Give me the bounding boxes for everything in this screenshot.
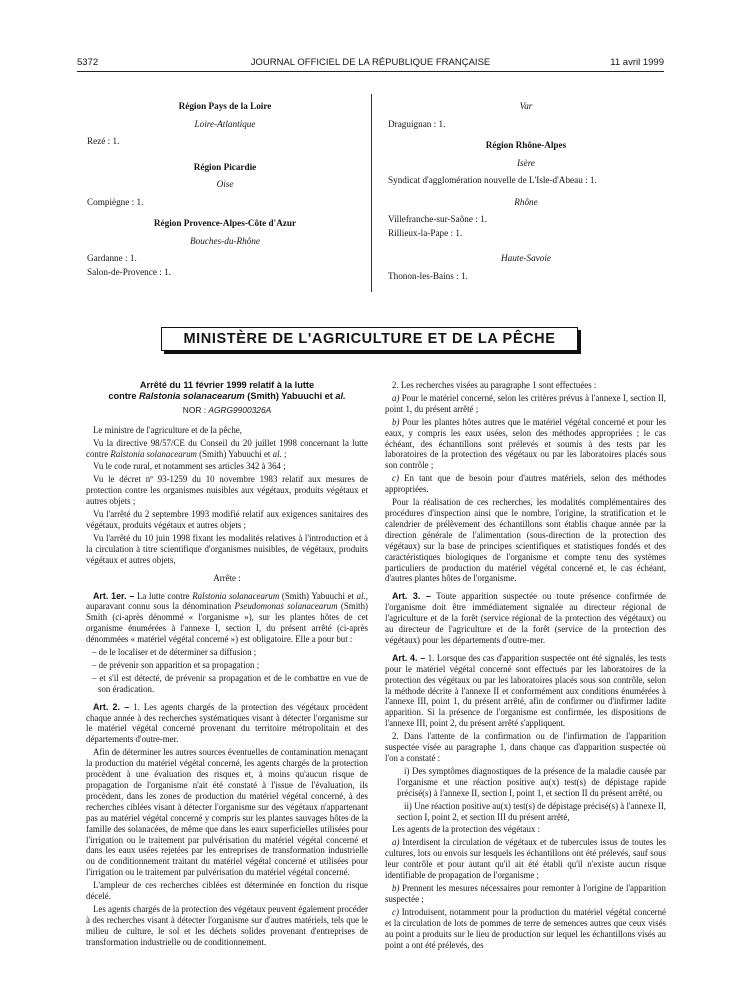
list-item: c) Introduisent, notamment pour la production du matériel végétal concerné et la circulation de lots de pommes de terre de semences autres que ceux visés au point a produits sur le lieu de production sur lequel les échantillons visés au point a ont été prélevés, des xyxy=(385,906,666,950)
title-al: al. xyxy=(335,390,346,401)
paragraph: Pour la réalisation de ces recherches, les modalités complémentaires des procédures d'inspection ainsi que le nombre, l'origine, la stratification et le calendrier de prélèvement des échantillons sont établis chaque année par la direction générale de l'alimentation (sous-direction de la protection des végétaux) sur la base de principes scientifiques et statistiques fondés et des caractéristiques biologiques de l'organisme et compte tenu des systèmes particuliers de production du matériel végétal concerné et, le cas échéant, d'autres plantes hôtes de l'organisme. xyxy=(385,497,666,584)
department-heading: Loire-Atlantique xyxy=(194,118,256,129)
commune-entry: Gardanne : 1. xyxy=(87,253,137,263)
list-item: b) Prennent les mesures nécessaires pour remonter à l'origine de l'apparition suspectée ; xyxy=(385,882,666,904)
journal-title: JOURNAL OFFICIEL DE LA RÉPUBLIQUE FRANÇAISE xyxy=(250,57,491,68)
paragraph: Vu le décret nº 93-1259 du 10 novembre 1983 relatif aux mesures de protection contre les organismes nuisibles aux végétaux, produits végétaux et autres objets ; xyxy=(86,474,368,507)
article-label: Art. 4. – xyxy=(392,652,426,663)
decree-title xyxy=(86,380,368,402)
article-label: Art. 2. – xyxy=(93,701,130,712)
nor-reference xyxy=(86,405,368,416)
paragraph: Vu l'arrêté du 2 septembre 1993 modifié relatif aux exigences sanitaires des végétaux, produits végétaux et autres objets ; xyxy=(86,509,368,530)
article-3: Art. 3. – Toute apparition suspectée ou toute présence confirmée de l'organisme doit être immédiatement signalée au directeur régional de l'agriculture et de la forêt (service régional de la protection des végétaux) ou au directeur de l'agriculture et de la forêt (service de la protection des végétaux) pour les départements d'outre-mer. xyxy=(385,591,667,645)
commune-entry: Rillieux-la-Pape : 1. xyxy=(388,227,463,238)
department-heading: Rhône xyxy=(514,196,538,207)
header-rule xyxy=(77,71,664,72)
region-heading: Région Rhône-Alpes xyxy=(485,140,567,150)
ministry-banner xyxy=(161,327,578,351)
species-name: Ralstonia solanacearum xyxy=(139,390,245,401)
top-right-column xyxy=(388,100,664,283)
list-item: a) Pour le matériel concerné, selon les critères prévus à l'annexe I, section II, point 1, du présent arrêté ; xyxy=(385,392,666,414)
list-item: i) Des symptômes diagnostiques de la présence de la maladie causée par l'organisme et une réaction positive au(x) test(s) de dépistage rapide précisé(s) à l'annexe II, section I, point 1, et section II du présent arrêté, ou xyxy=(397,765,666,798)
article-1: Art. 1er. – La lutte contre Ralstonia solanacearum (Smith) Yabuuchi et al., auparavant connu sous la dénomination Pseudomonas solanacearum (Smith) Smith (ci-après dénommé « l'organisme »), sur les plantes hôtes de cet organisme énumérées à l'annexe I, section I, du présent arrêté (ci-après dénommées « matériel végétal concerné ») est obligatoire. Elle a pour but : xyxy=(86,590,369,645)
commune-entry: Salon-de-Provence : 1. xyxy=(87,266,171,277)
list-item: a) Interdisent la circulation de végétaux et de tubercules issus de toutes les cultures, lots ou envois sur lesquels les échantillons ont été prélevés, sauf sous leur contrôle et pour autant qu'il ait été établi qu'il n'existe aucun risque identifiable de propagation de l'organisme ; xyxy=(385,837,666,881)
region-heading: Région Pays de la Loire xyxy=(178,101,272,111)
decree-left-column xyxy=(86,380,368,950)
region-heading: Région Picardie xyxy=(193,161,257,172)
decree-right-column xyxy=(385,380,666,952)
nor-code: AGRG9900326A xyxy=(208,404,272,415)
paragraph: Afin de déterminer les autres sources éventuelles de contamination menaçant la production du matériel végétal concerné, les agents chargés de la protection procèdent à une évaluation des risques et, à moins qu'aucun risque de propagation de l'organisme n'ait été constaté à l'issue de l'évaluation, ils procèdent, dans les zones de production du matériel végétal concerné, à des recherches ciblées visant à détecter l'organisme sur des végétaux n'appartenant pas au matériel végétal concerné y compris sur les plantes sauvages hôtes de la famille des solanacées, de même que dans les eaux superficielles utilisées pour l'irrigation ou le traitement par pulvérisation du matériel végétal concerné et dans les eaux usées rejetées par les entreprises de transformation industrielle ou de conditionnement traitant du matériel végétal concerné et utilisées pour l'irrigation ou le traitement par pulvérisation du matériel végétal concerné. xyxy=(86,747,368,878)
commune-entry: Thonon-les-Bains : 1. xyxy=(388,270,468,281)
paragraph: L'ampleur de ces recherches ciblées est déterminée en fonction du risque décelé. xyxy=(86,880,368,902)
top-left-column xyxy=(87,100,363,279)
ministry-title: MINISTÈRE DE L'AGRICULTURE ET DE LA PÊCHE xyxy=(183,331,556,347)
department-heading: Bouches-du-Rhône xyxy=(190,235,260,246)
department-heading: Isère xyxy=(516,157,536,168)
paragraph: 2. Les recherches visées au paragraphe 1 sont effectuées : xyxy=(392,380,597,390)
article-4: Art. 4. – 1. Lorsque des cas d'apparition suspectée ont été signalés, les tests pour le matériel végétal concerné sont effectués par les laboratoires de la protection des végétaux ou par les laboratoires placés sous son contrôle, selon la méthode décrite à l'annexe II et conformément aux conditions énumérées à l'annexe III, point 1, du présent arrêté, afin de confirmer ou d'infirmer ladite apparition. Si la présence de l'organisme est confirmée, les dispositions de l'annexe III, point 2, du présent arrêté s'appliquent. xyxy=(385,652,666,729)
list-item: – de prévenir son apparition et sa propagation ; xyxy=(92,659,260,670)
paragraph: Vu le code rural, et notamment ses articles 342 à 364 ; xyxy=(93,461,286,472)
department-heading: Haute-Savoie xyxy=(500,253,551,263)
commune-entry: Villefranche-sur-Saône : 1. xyxy=(388,214,488,224)
page-number: 5372 xyxy=(77,57,99,68)
arrete-heading: Arrête : xyxy=(213,572,241,583)
region-heading: Région Provence-Alpes-Côte d'Azur xyxy=(153,218,297,228)
page-header xyxy=(77,57,664,70)
paragraph: Les agents chargés de la protection des végétaux peuvent également procéder à des recherches visant à détecter l'organisme sur d'autres matériels, tels que le milieu de culture, le sol et les déchets solides provenant d'entreprises de transformation industrielle ou de conditionnement. xyxy=(86,903,368,947)
commune-entry: Syndicat d'agglomération nouvelle de L'Isle-d'Abeau : 1. xyxy=(388,175,597,185)
paragraph: Vu la directive 98/57/CE du Conseil du 20 juillet 1998 concernant la lutte contre Ralstonia solanacearum (Smith) Yabuuchi et al. ; xyxy=(86,437,368,459)
list-item: – de le localiser et de déterminer sa diffusion ; xyxy=(92,647,257,658)
paragraph: Le ministre de l'agriculture et de la pêche, xyxy=(93,424,242,435)
title-line: Arrêté du 11 février 1999 relatif à la lutte xyxy=(139,380,315,390)
commune-entry: Draguignan : 1. xyxy=(388,118,446,129)
issue-date: 11 avril 1999 xyxy=(610,57,664,68)
paragraph: 2. Dans l'attente de la confirmation ou de l'infirmation de l'apparition suspectée visée au paragraphe 1, dans chaque cas d'apparition suspectée où l'on a constaté : xyxy=(385,731,666,763)
commune-entry: Rezé : 1. xyxy=(87,136,120,146)
paragraph: Les agents de la protection des végétaux : xyxy=(392,824,541,835)
department-heading: Oise xyxy=(216,179,234,189)
nor-label: NOR : xyxy=(182,404,209,415)
department-heading: Var xyxy=(519,101,533,111)
list-item: – et s'il est détecté, de prévenir sa propagation et de le combattre en vue de son éradication. xyxy=(92,672,368,694)
article-2: Art. 2. – 1. Les agents chargés de la protection des végétaux procèdent chaque année à des recherches systématiques visant à détecter l'organisme sur le matériel végétal concerné provenant du territoire métropolitain et des départements d'outre-mer. xyxy=(86,701,368,745)
article-label: Art. 1er. – xyxy=(93,590,135,601)
list-item: ii) Une réaction positive au(x) test(s) de dépistage précisé(s) à l'annexe II, section I, point 2, et section III du présent arrêté, xyxy=(397,800,666,822)
title-line: contre xyxy=(108,390,139,401)
commune-entry: Compiègne : 1. xyxy=(87,196,144,207)
title-line: (Smith) Yabuuchi et xyxy=(244,390,336,401)
article-label: Art. 3. – xyxy=(392,591,431,602)
list-item: b) Pour les plantes hôtes autres que le matériel végétal concerné et pour les eaux, y compris les eaux usées, selon des méthodes appropriées ; le cas échéant, des échantillons sont prélevés et soumis à des tests par les laboratoires de la protection des végétaux ou par les laboratoires placés sous son contrôle ; xyxy=(385,416,666,471)
column-divider xyxy=(371,94,372,292)
list-item: c) En tant que de besoin pour d'autres matériels, selon des méthodes appropriées. xyxy=(385,473,666,495)
paragraph: Vu l'arrêté du 10 juin 1998 fixant les modalités relatives à l'introduction et à la circulation à titre scientifique d'organismes nuisibles, de végétaux, produits végétaux et autres objets, xyxy=(86,532,368,565)
